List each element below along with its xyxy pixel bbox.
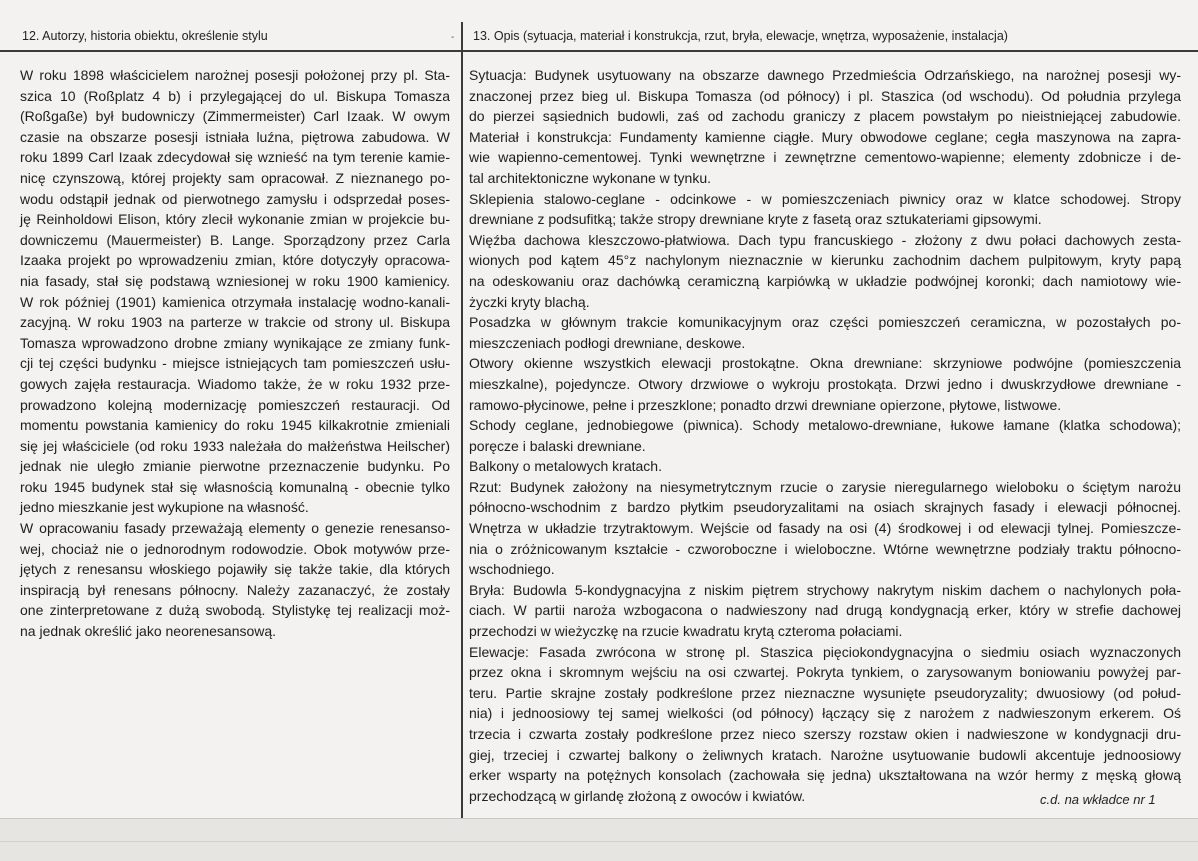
description-text-line: przechodzi w wieżyczkę na rzucie kwadratu krytą czteroma połaciami.: [469, 623, 903, 640]
description-text-line: znaczonej przez bieg ul. Biskupa Tomasza (od północy) i pl. Staszica (od wschodu). Od południa przylega: [469, 87, 1181, 104]
description-text-line: poręcze i balaski drewniane.: [469, 437, 646, 454]
description-text-line: Rzut: Budynek założony na niesymetrytcznym rzucie o zarysie nieregularnego wieloboku o ściętym narożu: [469, 478, 1181, 495]
history-text-line: nia fasady, stał się podstawą wzniesionej w roku 1900 kamienicy.: [20, 272, 450, 289]
description-text-line: erker wsparty na potężnych konsolach (zachowała się jedna) ukształtowana na wzór hermy z męską głową: [469, 767, 1181, 784]
description-text-line: Posadzka w głównym trakcie komunikacyjnym oraz części pomieszczeń ceramiczna, w pozostałych po-: [469, 314, 1181, 331]
history-text-line: W roku 1898 właścicielem narożnej posesji położonej przy pl. Sta-: [20, 67, 450, 83]
description-text-line: Materiał i konstrukcja: Fundamenty kamienne ciągłe. Mury obwodowe ceglane; cegła maszynowa na zapra-: [469, 128, 1181, 145]
history-text-line: ję Reinholdowi Elison, który zlecił wykonanie zmian w projekcie bu-: [20, 211, 450, 228]
history-text-line: (Roßgaße) był budowniczy (Zimmermeister) Carl Izaak. W owym: [20, 108, 450, 125]
column-divider: [461, 22, 463, 822]
history-text-line: momentu powstania kamienicy do roku 1945 kilkakrotnie zmieniali: [20, 417, 450, 434]
description-text-line: na odeskowaniu oraz dachówką ceramiczną karpiówką w układzie podwójnej koronki; dach namiotowy wie-: [469, 272, 1181, 289]
description-text-line: Wnętrza w układzie trzytraktowym. Wejście od fasady na osi (4) środkowej i od elewacji tylnej. Pomieszcze-: [469, 520, 1181, 537]
history-text-line: czasie na obszarze posesji istniała luźna, piętrowa zabudowa. W: [20, 128, 450, 145]
section-12-heading: 12. Autorzy, historia obiektu, określenie stylu: [22, 29, 268, 43]
description-text-line: nia) i jednoosiowy tej samej wielkości (od północy) łączący się z narożem z nadwieszonym erkerem. Oś: [469, 705, 1181, 722]
history-text-line: się jej właściciele (od roku 1933 należała do małżeństwa Heilscher): [20, 437, 450, 454]
history-text-line: nicę czynszową, której projekty sam opracował. Z nieznanego po-: [20, 169, 450, 186]
bottom-margin-line: [0, 841, 1198, 842]
description-text-line: mieszkalne), pojedyncze. Otwory drzwiowe o wykroju prostokąta. Drzwi jedno i dwuskrzydłowe drewniane -: [469, 375, 1181, 392]
description-text-line: przez okna i skromnym wejściu na osi czwartej. Pokryta tynkiem, o zarysowanym boniowaniu powyżej par-: [469, 664, 1181, 681]
history-text-line: jętych z renesansu włoskiego pojawiły się także takie, dla których: [20, 561, 450, 578]
history-text-line: zacyjną. W roku 1903 na parterze w trakcie od strony ul. Biskupa: [20, 314, 450, 331]
description-text-line: północno-wschodnim z bardzo płytkim pseudoryzalitami na osiach skrajnych fasady i elewacji północnej.: [469, 499, 1181, 516]
header-divider: [0, 50, 1198, 52]
description-text-line: przechodzącą w girlandę złożoną z owoców i kwiatów.: [469, 787, 806, 804]
history-text-line: Tomasza wprowadzono drobne zmiany wynikające ze zmiany funk-: [20, 334, 450, 351]
history-text-line: downiczemu (Mauermeister) B. Lange. Sporządzony przez Carla: [20, 231, 450, 248]
history-text-line: na jednak określić jako neorenesansową.: [20, 623, 277, 640]
description-text-line: drewniane z podsufitką; także stropy drewniane kryte z fasetą oraz sztukateriami gipsowymi.: [469, 211, 1042, 228]
description-text-column: [469, 65, 1181, 806]
description-text-line: teru. Partie skrajne zostały podkreślone przez nieznaczne wysunięte pseudoryzality; dwuosiowy (od połud-: [469, 684, 1181, 701]
description-text-line: mieszczeniach podłogi drewniane, deskowe.: [469, 334, 746, 351]
description-text-line: do pierzei sąsiednich budowli, zaś od zachodu graniczy z placem powstałym po nieistniejącej zabudowie.: [469, 108, 1181, 125]
description-text-line: wschodniego.: [469, 561, 555, 578]
description-text-line: wie wapienno-cementowej. Tynki wewnętrzne i zewnętrzne cementowo-wapienne; elementy zdobnicze i de-: [469, 149, 1181, 166]
history-text-line: Izaaka projekt po wprowadzeniu zmian, które dotyczyły opracowa-: [20, 252, 450, 269]
continuation-note: c.d. na wkładce nr 1: [1040, 792, 1156, 807]
history-text-line: prowadzono kolejną modernizację pomieszczeń restauracji. Od: [20, 396, 450, 413]
description-text-line: nia o zróżnicowanym kształcie - czworoboczne i wieloboczne. Wtórne wewnętrzne podziały traktu północno-: [469, 540, 1181, 557]
history-text-line: jednak nie uległo zmianie pierwotne przeznaczenie budynku. Po: [20, 458, 450, 475]
description-text-line: Bryła: Budowla 5-kondygnacyjna z niskim piętrem strychowy nakrytym niskim dachem o nachylonych poła-: [469, 581, 1181, 598]
description-text-line: tal architektoniczne wykonane w tynku.: [469, 169, 712, 186]
description-text-line: Sytuacja: Budynek usytuowany na obszarze dawnego Przedmieścia Odrzańskiego, na narożnej posesji wy-: [469, 67, 1181, 83]
description-text-line: Elewacje: Fasada zwrócona w stronę pl. Staszica pięciokondygnacyjna o siedmiu osiach wyznaczonych: [469, 643, 1181, 660]
history-text-line: wej, chociaż nie o jednorodnym rodowodzie. Obok motywów prze-: [20, 540, 450, 557]
description-text-line: Więźba dachowa kleszczowo-płatwiowa. Dach typu francuskiego - złożony z dwu połaci dachowych zesta-: [469, 231, 1181, 248]
section-13-heading: 13. Opis (sytuacja, materiał i konstrukcja, rzut, bryła, elewacje, wnętrza, wyposażenie, instalacja): [473, 29, 1008, 43]
description-text-line: życzki kryty blachą.: [469, 293, 590, 310]
history-text-line: W opracowaniu fasady przeważają elementy o genezie renesanso-: [20, 520, 450, 537]
history-text-column: [20, 65, 450, 642]
description-text-line: Schody ceglane, jednobiegowe (piwnica). Schody metalowo-drewniane, łukowe łamane (klatka schodowa);: [469, 417, 1181, 434]
description-text-line: ciach. W partii naroża wzbogacona o nadwieszony nad drugą kondygnacją erker, który w strefie dachowej: [469, 602, 1181, 619]
history-text-line: jedno mieszkanie jest wykupione na własność.: [20, 499, 309, 516]
description-text-line: giej, trzeciej i czwartej balkony o żeliwnych kratach. Narożne usytuowanie budowli akcentuje jednoosiowy: [469, 746, 1181, 763]
bottom-margin-strip: [0, 818, 1198, 861]
description-text-line: Balkony o metalowych kratach.: [469, 458, 662, 475]
history-text-line: roku 1899 Carl Izaak zdecydował się wznieść na tym terenie kamie-: [20, 149, 450, 166]
history-text-line: cji tej części budynku - miejsce istniejących tam pomieszczeń usłu-: [20, 355, 450, 372]
description-text-line: ramowo-płycinowe, pełne i przeszklone; ponadto drzwi drewniane opierzone, płytowe, listwowe.: [469, 396, 1062, 413]
history-text-line: one zinterpretowane z dużą swobodą. Stylistykę tej realizacji moż-: [20, 602, 450, 619]
description-text-line: wionych pod kątem 45°z nachylonym nieznacznie w kierunku zachodnim dachem pulpitowym, kryty papą: [469, 252, 1181, 269]
description-text-line: Sklepienia stalowo-ceglane - odcinkowe - w pomieszczeniach piwnicy oraz w klatce schodowej. Stropy: [469, 190, 1181, 207]
history-text-line: szica 10 (Roßplatz 4 b) i przylegającej do ul. Biskupa Tomasza: [20, 87, 450, 104]
history-text-line: inspiracją był renesans północny. Należy zazanaczyć, że zostały: [20, 581, 450, 598]
history-text-line: W rok później (1901) kamienica otrzymała instalację wodno-kanali-: [20, 293, 450, 310]
description-text-line: Otwory okienne wszystkich elewacji prostokątne. Okna drewniane: skrzyniowe podwójne (pomieszczenia: [469, 355, 1181, 372]
header-tick-mark: -: [451, 32, 455, 43]
description-text-line: trzecia i czwarta zostały podkreślone przez nieco szerszy rozstaw okien i nadwieszone w kondygnacji dru-: [469, 726, 1181, 742]
history-text-line: roku 1945 budynek stał się własnością komunalną - obecnie tylko: [20, 478, 450, 495]
history-text-line: gowych zajęła restauracja. Wiadomo także, że w roku 1932 prze-: [20, 375, 450, 392]
history-text-line: wodu odstąpił jednak od pierwotnego zamysłu i odsprzedał poses-: [20, 190, 450, 207]
